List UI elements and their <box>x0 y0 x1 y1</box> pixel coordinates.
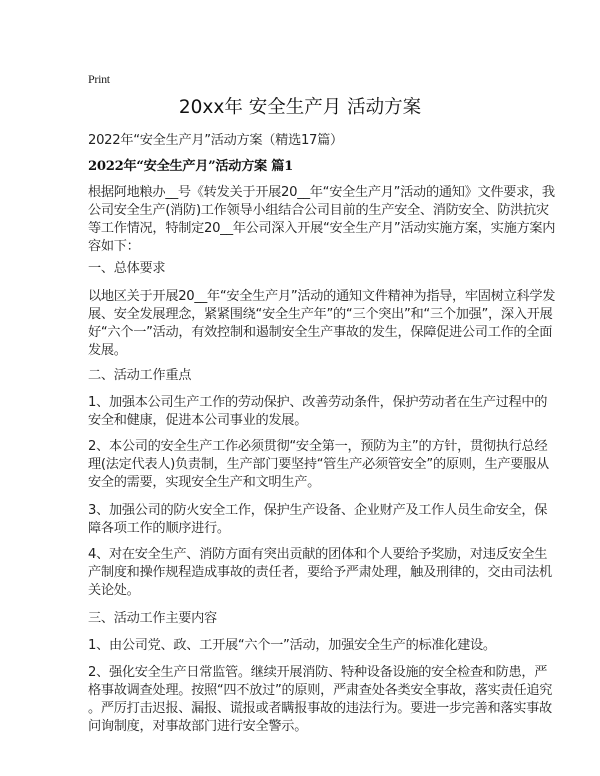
list-item <box>88 438 549 492</box>
intro-paragraph <box>88 184 556 256</box>
text-line: 产制度和操作规程造成事故的责任者，要给予严肃处理，触及刑律的，交由司法机 <box>88 565 552 580</box>
list-item <box>88 502 548 538</box>
text-line: 障各项工作的顺序进行。 <box>88 521 230 536</box>
list-item <box>88 546 552 600</box>
list-item <box>88 664 553 736</box>
text-line: 问询制度，对事故部门进行安全警示。 <box>88 719 308 734</box>
document-subtitle: 2022年“安全生产月”活动方案（精选17篇） <box>88 133 343 148</box>
list-item <box>88 394 548 430</box>
text-line: 。严厉打击迟报、漏报、谎报或者瞒报事故的违法行为。要进一步完善和落实事故 <box>88 701 552 716</box>
text-line: 公司安全生产(消防)工作领导小组结合公司目前的生产安全、消防安全、防洪抗灾 <box>88 203 549 218</box>
list-item <box>88 637 528 655</box>
print-link[interactable]: Print <box>88 72 110 86</box>
document-title: 20xx年 安全生产月 活动方案 <box>178 97 422 118</box>
section-heading-3: 三、活动工作主要内容 <box>88 611 217 626</box>
section1-paragraph <box>88 288 556 360</box>
text-line: 3、加强公司的防火安全工作，保护生产设备、企业财产及工作人员生命安全，保 <box>88 503 548 518</box>
article-heading: 2022年“安全生产月”活动方案 篇1 <box>88 159 294 174</box>
text-line: 好“六个一”活动，有效控制和遏制安全生产事故的发生，保障促进公司工作的全面 <box>88 325 553 340</box>
text-line: 1、加强本公司生产工作的劳动保护、改善劳动条件，保护劳动者在生产过程中的 <box>88 395 548 410</box>
text-line: 安全的需要，实现安全生产和文明生产。 <box>88 475 320 490</box>
text-line: 格事故调查处理。按照“四不放过”的原则，严肃查处各类安全事故，落实责任追究 <box>88 683 553 698</box>
text-line: 以地区关于开展20__年“安全生产月”活动的通知文件精神为指导，牢固树立科学发 <box>88 289 556 304</box>
text-line: 展、安全发展理念，紧紧围绕“安全生产年”的“三个突出”和“三个加强”，深入开展 <box>88 307 553 322</box>
text-line: 理(法定代表人)负责制，生产部门要坚持“管生产必须管安全”的原则，生产要服从 <box>88 457 549 472</box>
section-heading-1: 一、总体要求 <box>88 261 166 276</box>
text-line: 根据阿地粮办__号《转发关于开展20__年“安全生产月”活动的通知》文件要求，我 <box>88 185 555 200</box>
text-line: 1、由公司党、政、工开展“六个一”活动，加强安全生产的标准化建设。 <box>88 638 496 653</box>
text-line: 发展。 <box>88 343 127 358</box>
section-heading-2: 二、活动工作重点 <box>88 368 192 383</box>
text-line: 安全和健康，促进本公司事业的发展。 <box>88 413 308 428</box>
text-line: 4、对在安全生产、消防方面有突出贡献的团体和个人要给予奖励，对违反安全生 <box>88 547 548 562</box>
text-line: 等工作情况，特制定20__年公司深入开展“安全生产月”活动实施方案，实施方案内 <box>88 221 556 236</box>
text-line: 2、本公司的安全生产工作必须贯彻“安全第一，预防为主”的方针，贯彻执行总经 <box>88 439 548 454</box>
text-line: 2、强化安全生产日常监管。继续开展消防、特种设备设施的安全检查和防患，严 <box>88 665 548 680</box>
text-line: 关论处。 <box>88 583 140 598</box>
text-line: 容如下： <box>88 239 140 254</box>
